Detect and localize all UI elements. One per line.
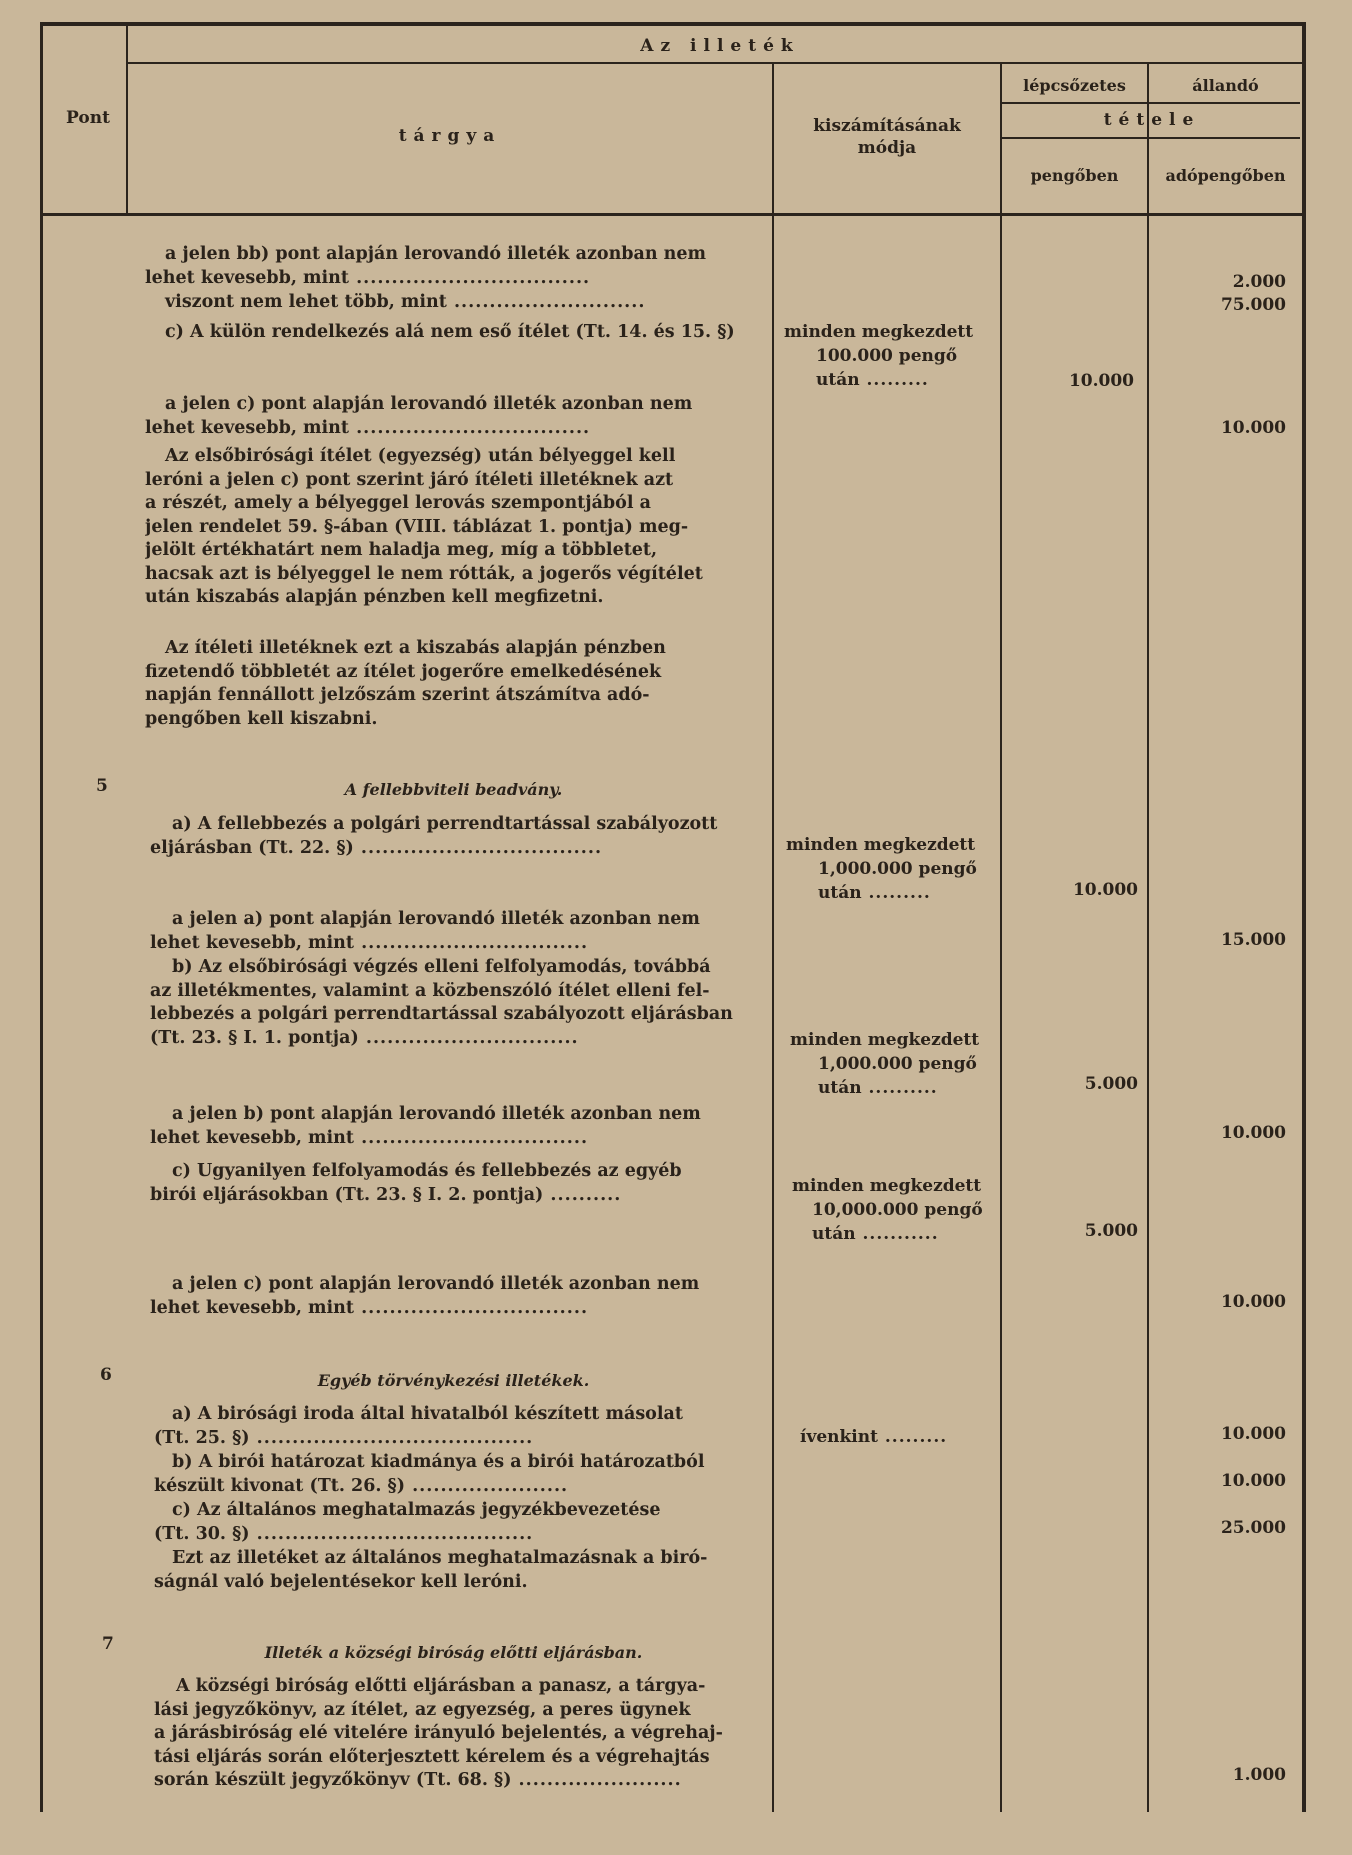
sec5-c-line2: birói eljárásokban (Tt. 23. § I. 2. pontja) .......... — [150, 1185, 622, 1205]
row-c-min-value: 10.000 — [1220, 418, 1286, 438]
header-allando: állandó — [1192, 76, 1259, 95]
sec6-note-line1: Ezt az illetéket az általános meghatalmazásnak a biró- — [172, 1548, 708, 1568]
row-c-min-line1: a jelen c) pont alapján lerovandó illeték azonban nem — [165, 394, 693, 414]
sec5-b-paragraph: b) Az elsőbirósági végzés elleni felfolyamodás, továbbá az illetékmentes, valamint a közbenszóló ítélet elleni fel- lebbezés a polgári perrendtartással szabályozott eljárásban (Tt. 23. § I. 1. pontja) .............................. — [150, 957, 733, 1048]
header-lepcsozetes: lépcsőzetes — [1023, 76, 1126, 95]
sec5-c-mode-3: után ........... — [812, 1224, 939, 1244]
sec6-a-line1: a) A birósági iroda által hivatalból készített másolat — [172, 1404, 683, 1424]
row-c-min-line2: lehet kevesebb, mint ................................. — [145, 418, 591, 438]
sec5-c-line1: c) Ugyanilyen felfolyamodás és fellebbezés az egyéb — [172, 1161, 682, 1181]
sec5-c-min-line1: a jelen c) pont alapján lerovandó illeték azonban nem — [172, 1274, 700, 1294]
header-pengoben: pengőben — [1030, 166, 1119, 185]
sec6-b-value: 10.000 — [1220, 1471, 1286, 1491]
header-pengo-rule — [1000, 137, 1300, 139]
header-kiszamitas-1: kiszámításának — [813, 116, 961, 136]
row-bb-max-value: 75.000 — [1220, 295, 1286, 315]
sec5-a-min-line2: lehet kevesebb, mint ................................ — [150, 933, 589, 953]
header-tetele: tétele — [1103, 110, 1201, 130]
frame-right — [1302, 22, 1306, 1812]
row-bb-min-value: 2.000 — [1232, 272, 1286, 292]
row-c-mode-3: után ......... — [816, 370, 929, 390]
sec6-c-line2: (Tt. 30. §) ....................................... — [154, 1524, 534, 1544]
sec5-a-mode-3: után ......... — [818, 883, 931, 903]
sec5-c-lepcso-value: 5.000 — [1084, 1221, 1138, 1241]
sec5-b-min-line2: lehet kevesebb, mint ................................ — [150, 1128, 589, 1148]
row-bb-line1: a jelen bb) pont alapján lerovandó illeték azonban nem — [165, 244, 707, 264]
row-c-mode-1: minden megkezdett — [784, 322, 974, 342]
sec6-b-line1: b) A birói határozat kiadmánya és a birói határozatból — [172, 1452, 705, 1472]
sec7-paragraph: A községi biróság előtti eljárásban a panasz, a tárgya- lási jegyzőkönyv, az ítélet, az egyezség, a peres ügynek a járásbiróság elé vitelére irányuló bejelentés, a végrehaj- tási eljárás során előterjesztett kérelem és a végrehajtás során készült jegyzőkönyv (Tt. 68. §) ....................... — [154, 1676, 723, 1790]
row-c-lepcso-value: 10.000 — [1068, 371, 1134, 391]
pont-7: 7 — [102, 1634, 114, 1654]
sec5-c-min-line2: lehet kevesebb, mint ................................ — [150, 1298, 589, 1318]
row-c-mode-2: 100.000 pengő — [816, 346, 958, 366]
header-bottom-rule — [40, 213, 1304, 216]
sec5-a-lepcso-value: 10.000 — [1072, 880, 1138, 900]
col-targya-divider — [772, 62, 774, 1812]
sec6-a-value: 10.000 — [1220, 1424, 1286, 1444]
sec5-a-mode-2: 1,000.000 pengő — [818, 859, 977, 879]
sec5-b-lepcso-value: 5.000 — [1084, 1074, 1138, 1094]
sec7-value: 1.000 — [1232, 1765, 1286, 1785]
header-tetele-rule — [1000, 102, 1300, 104]
col-pont-divider — [126, 24, 128, 214]
sec5-a-min-line1: a jelen a) pont alapján lerovandó illeték azonban nem — [172, 909, 700, 929]
sec7-title: Illeték a községi biróság előtti eljárásban. — [264, 1643, 643, 1662]
sec6-note-line2: ságnál való bejelentésekor kell leróni. — [154, 1572, 528, 1592]
col-allando-divider — [1147, 62, 1149, 1812]
header-kiszamitas-2: módja — [857, 138, 917, 158]
row-c-line: c) A külön rendelkezés alá nem eső ítélet (Tt. 14. és 15. §) — [165, 322, 735, 342]
frame-top — [40, 22, 1306, 26]
paragraph-surplus: Az ítéleti illetéknek ezt a kiszabás alapján pénzben fizetendő többletét az ítélet jogerőre emelkedésének napján fennállott jelzőszám szerint átszámítva adó- pengőben kell kiszabni. — [145, 638, 666, 729]
sec5-b-mode-1: minden megkezdett — [790, 1030, 980, 1050]
sec5-c-min-value: 10.000 — [1220, 1292, 1286, 1312]
sec5-c-mode-2: 10,000.000 pengő — [812, 1200, 983, 1220]
sec6-c-line1: c) Az általános meghatalmazás jegyzékbevezetése — [172, 1500, 661, 1520]
sec5-b-min-value: 10.000 — [1220, 1123, 1286, 1143]
sec6-b-line2: készült kivonat (Tt. 26. §) ...................... — [154, 1476, 569, 1496]
sec6-a-line2: (Tt. 25. §) ....................................... — [154, 1428, 534, 1448]
sec5-a-line2: eljárásban (Tt. 22. §) .................................. — [150, 838, 603, 858]
sec5-a-line1: a) A fellebbezés a polgári perrendtartással szabályozott — [172, 814, 718, 834]
sec5-c-mode-1: minden megkezdett — [792, 1176, 982, 1196]
sec5-title: A fellebbviteli beadvány. — [344, 780, 563, 799]
sec6-a-mode: ívenkint ......... — [800, 1427, 948, 1447]
sec6-title: Egyéb törvénykezési illetékek. — [317, 1371, 590, 1390]
header-adopengoben: adópengőben — [1165, 166, 1286, 185]
header-pont: Pont — [66, 108, 110, 128]
sec5-b-mode-2: 1,000.000 pengő — [818, 1054, 977, 1074]
row-bb-line2: lehet kevesebb, mint ................................. — [145, 268, 591, 288]
frame-left — [40, 22, 43, 1812]
sec5-a-mode-1: minden megkezdett — [786, 835, 976, 855]
header-illetek: Az illeték — [640, 36, 800, 56]
col-mode-divider — [1000, 62, 1002, 1812]
row-bb-line3: viszont nem lehet több, mint ........................... — [165, 292, 646, 312]
pont-5: 5 — [96, 776, 108, 796]
header-illetek-rule — [126, 62, 1304, 64]
pont-6: 6 — [100, 1365, 112, 1385]
sec5-b-mode-3: után .......... — [818, 1078, 938, 1098]
sec5-b-min-line1: a jelen b) pont alapján lerovandó illeték azonban nem — [172, 1104, 701, 1124]
sec6-c-value: 25.000 — [1220, 1518, 1286, 1538]
paragraph-stamp-duty: Az elsőbirósági ítélet (egyezség) után bélyeggel kell leróni a jelen c) pont szerint járó ítéleti illetéknek azt a részét, amely a bélyeggel lerovás szempontjából a jelen rendelet 59. §-ában (VIII. táblázat 1. pontja) meg- jelölt értékhatárt nem haladja meg, míg a többletet, hacsak azt is bélyeggel le nem rótták, a jogerős végítélet után kiszabás alapján pénzben kell megfizetni. — [145, 446, 703, 607]
sec5-a-min-value: 15.000 — [1220, 930, 1286, 950]
header-targya: tárgya — [398, 126, 502, 146]
